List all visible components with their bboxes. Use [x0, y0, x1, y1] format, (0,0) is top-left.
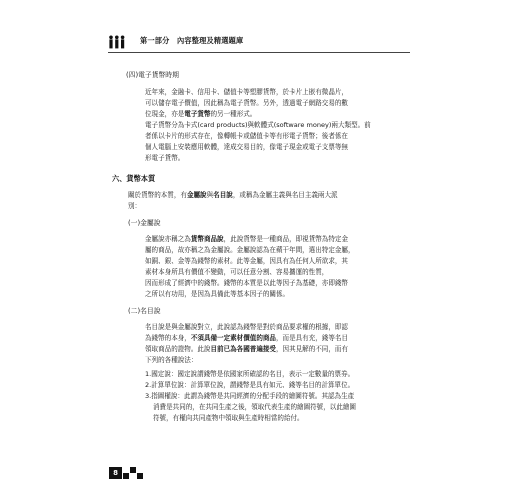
nominal-line-1: 名目說是與金屬說對立，此說認為錢幣是對於商品要求權的根據，即認 [145, 323, 348, 331]
e-money-line-6: 個人電腦上安裝應用軟體，達成交易目的，像電子現金或電子支票等無 [145, 143, 348, 151]
metal-line-6: 之所以有功用，是因為具備此等基本因子的關係。 [145, 290, 290, 298]
nominal-line-4: 下列的各種說法： [145, 356, 198, 364]
people-group-icon [108, 35, 134, 49]
running-header [108, 34, 418, 52]
nominal-item-3-cont-2: 符號，有權向共同產物中領取與生產時相當的給付。 [153, 414, 304, 422]
e-money-line-4: 電子貨幣分為卡式(card products)與軟體式(software money)兩大類型。前 [145, 121, 371, 129]
page-corner-decoration [130, 467, 136, 473]
nominal-item-3: 3.指圖權說：此謂為錢幣是共同經濟的分配手段的繪圖符號。其認為生產 [145, 392, 355, 400]
header-rule [108, 52, 410, 53]
money-nature-intro-line-2: 別： [128, 202, 142, 210]
e-money-line-3: 位現金，亦是電子貨幣的另一種形式。 [145, 110, 257, 118]
page-corner-decoration [123, 473, 129, 479]
nominal-line-3: 領取商品的證物。此說目前已為各國普遍接受，因其見解的不同，而有 [145, 345, 348, 353]
e-money-line-1: 近年來，金融卡、信用卡、儲值卡等塑膠貨幣，於卡片上嵌有微晶片， [145, 88, 348, 96]
nominal-item-2: 2.計算單位說：計算單位說，謂錢幣是具有如元、錢等名目的計算單位。 [145, 381, 355, 389]
subheading-nominal-theory: (二)名目說 [128, 307, 161, 315]
money-nature-intro-line-1: 關於貨幣的本質，有金屬說與名目說，或稱為金屬主義與名目主義兩大派 [128, 191, 338, 199]
nominal-item-3-cont-1: 消費是共同的，在共同生產之後，領取代表生產的繪圖符號，以此繪圖 [153, 403, 356, 411]
metal-line-1: 金屬說亦稱之為貨幣商品說，此說貨幣是一種商品，即視貨幣為特定金 [145, 235, 348, 243]
metal-line-5: 因而形成了經濟中的錢幣。錢幣的本質是以此等因子為基礎，亦即錢幣 [145, 279, 348, 287]
header-title: 第一部分 內容整理及精選題庫 [140, 36, 244, 45]
subheading-metal-theory: (一)金屬說 [128, 219, 161, 227]
e-money-line-7: 形電子貨幣。 [145, 154, 185, 162]
page-number: 8 [109, 467, 122, 479]
nominal-item-1: 1.國定說：國定說謂錢幣是依國家所確認的名目，表示一定數量的票券。 [145, 370, 355, 378]
metal-line-4: 素材本身所具有價值不變動，可以任意分割、容易攜運的性質， [145, 268, 329, 276]
section-heading-money-nature: 六、貨幣本質 [112, 174, 156, 183]
e-money-line-2: 可以儲存電子價值，因此稱為電子貨幣。另外，透過電子網路交易的數 [145, 99, 348, 107]
page-corner-decoration [137, 473, 143, 479]
nominal-line-2: 為錢幣的本身，不須具備一定素材價值的商品，而是具有充，錢等名目 [145, 334, 348, 342]
section-heading-e-money: (四)電子貨幣時期 [126, 71, 179, 79]
e-money-line-5: 者係以卡片的形式存在，像轉帳卡或儲值卡等有形電子貨幣；後者係在 [145, 132, 348, 140]
metal-line-3: 如銅、銀、金等為錢幣的素材。此等金屬，因具有為任何人所欲求，其 [145, 257, 348, 265]
metal-line-2: 屬的商品，故亦稱之為金屬說。金屬說認為在蘋干年間，選出特定金屬， [145, 246, 355, 254]
